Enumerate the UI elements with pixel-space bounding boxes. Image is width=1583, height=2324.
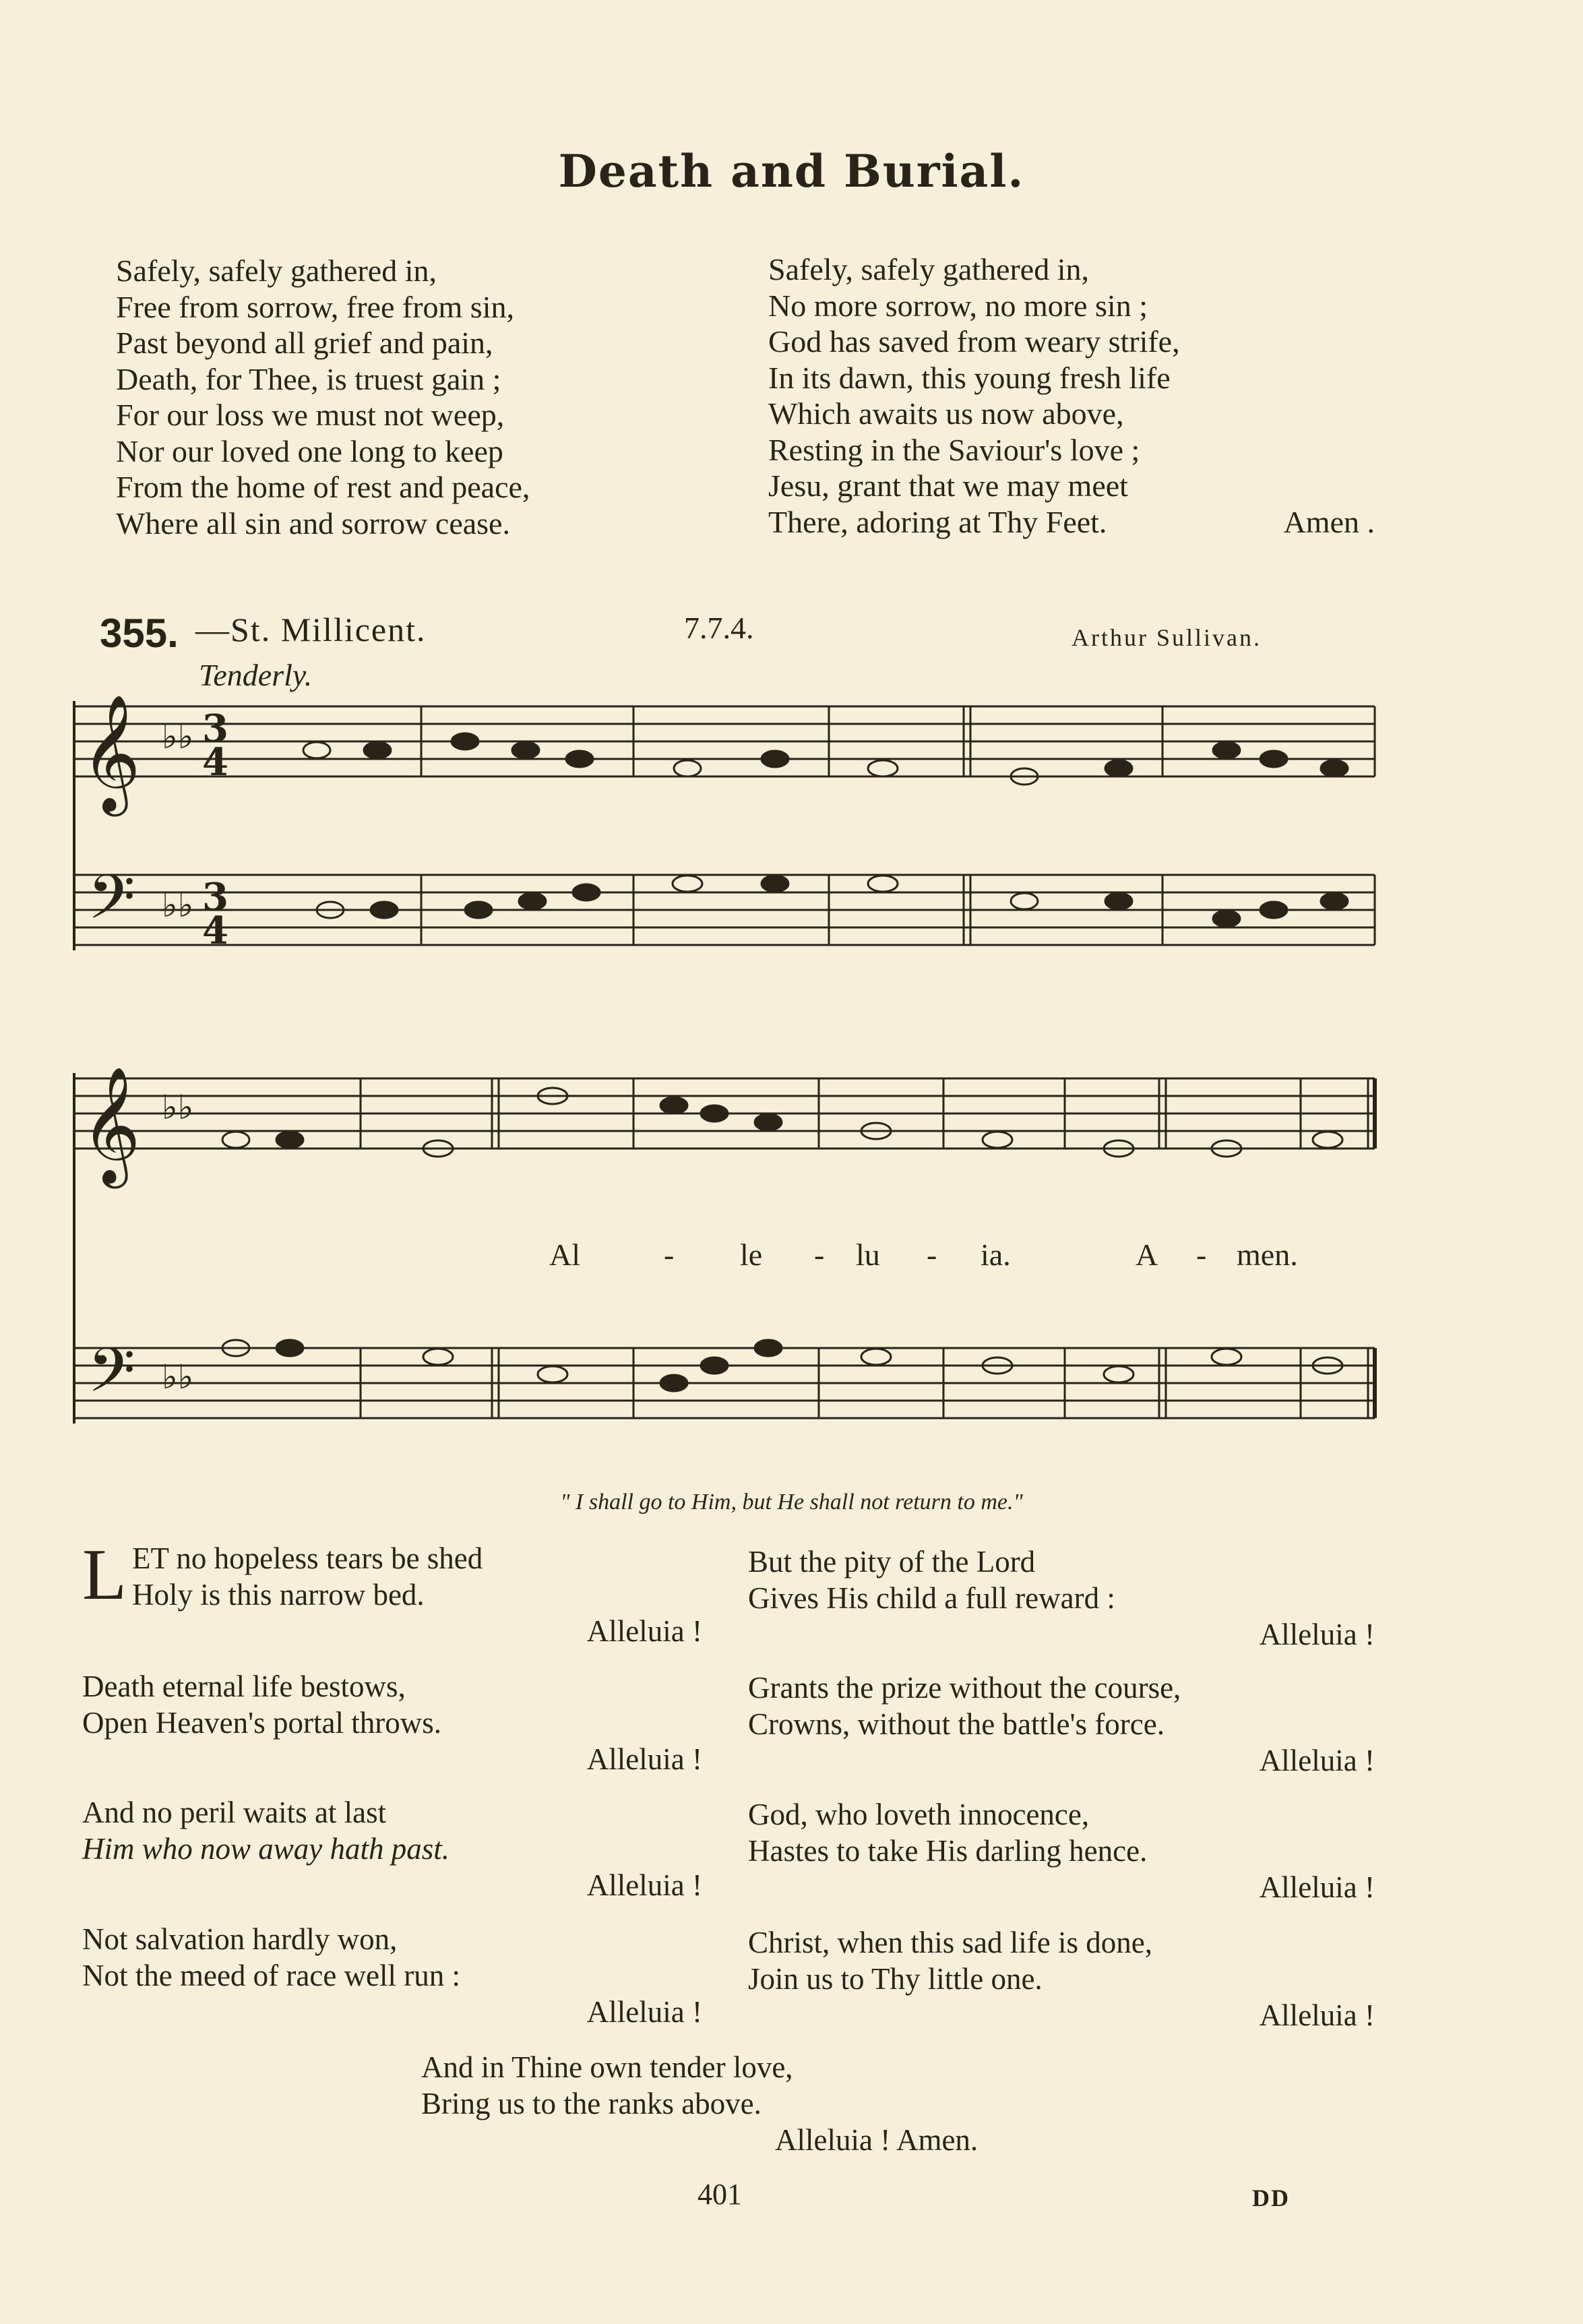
final-stanza: [421, 2049, 1061, 2158]
stanza: [748, 1670, 1375, 1779]
upper-verse-right: [768, 251, 1375, 540]
score-lyric: le: [740, 1237, 763, 1272]
verse-line: Jesu, grant that we may meet: [768, 468, 1128, 503]
verse-line: In its dawn, this young fresh life: [768, 360, 1171, 395]
svg-text:𝄞: 𝄞: [81, 1066, 141, 1184]
refrain: Alleluia !: [586, 1868, 702, 1902]
signature-mark: DD: [1252, 2184, 1290, 2211]
svg-text:3: 3: [202, 706, 228, 751]
verse-line: From the home of rest and peace,: [116, 470, 530, 504]
refrain: Alleluia !: [586, 1614, 702, 1648]
stanza-line: Gives His child a full reward :: [748, 1581, 1115, 1615]
upper-verse-left: [116, 253, 530, 541]
stanza-line: Bring us to the ranks above.: [421, 2087, 762, 2120]
verse-line: Safely, safely gathered in,: [768, 252, 1089, 286]
svg-text:𝄢: 𝄢: [88, 861, 135, 948]
hymn-number: 355.: [100, 611, 179, 656]
stanza-line: ET no hopeless tears be shed: [131, 1541, 483, 1575]
verse-line: Nor our loved one long to keep: [116, 433, 503, 468]
score-lyric: -: [927, 1237, 937, 1272]
stanza: [748, 1543, 1375, 1653]
composer-name: Arthur Sullivan.: [1072, 624, 1262, 651]
tempo-marking: Tenderly.: [199, 658, 313, 692]
score-lyric: men.: [1237, 1237, 1298, 1272]
svg-text:♭♭: ♭♭: [162, 1088, 194, 1127]
refrain: Alleluia !: [1259, 1870, 1375, 1904]
verse-last-line: There, adoring at Thy Feet.: [768, 504, 1107, 539]
svg-text:𝄞: 𝄞: [81, 694, 141, 812]
verse-line: Safely, safely gathered in,: [116, 253, 437, 288]
refrain: Alleluia !: [586, 1742, 702, 1776]
refrain: Alleluia ! Amen.: [775, 2123, 979, 2157]
drop-cap: L: [82, 1535, 127, 1615]
score-system-2-graphic: [67, 1038, 1382, 1456]
stanza-line: Hastes to take His darling hence.: [748, 1834, 1148, 1868]
score-lyric: -: [814, 1237, 825, 1272]
epigraph: " I shall go to Him, but He shall not return to me.": [560, 1490, 1023, 1515]
verse-line: Free from sorrow, free from sin,: [116, 289, 514, 324]
refrain: Alleluia !: [1259, 1998, 1375, 2032]
stanza-line: Open Heaven's portal throws.: [82, 1706, 441, 1740]
stanza-line: Not salvation hardly won,: [82, 1922, 398, 1956]
verse-line: No more sorrow, no more sin ;: [768, 288, 1148, 323]
amen-text: Amen .: [1283, 504, 1375, 539]
svg-text:♭♭: ♭♭: [162, 1357, 194, 1397]
verse-line: Resting in the Saviour's love ;: [768, 432, 1140, 467]
stanza-line: Death eternal life bestows,: [82, 1670, 406, 1703]
refrain: Alleluia !: [1259, 1618, 1375, 1651]
score-lyric: A: [1136, 1237, 1158, 1272]
verse-line: For our loss we must not weep,: [116, 398, 505, 432]
score-lyric: -: [664, 1237, 675, 1272]
stanza-line: Crowns, without the battle's force.: [748, 1707, 1165, 1741]
stanza: [748, 1924, 1375, 2034]
stanza: [82, 1668, 702, 1777]
stanza: [748, 1796, 1375, 1905]
stanza: [82, 1794, 702, 1903]
score-system-1-graphic: [67, 674, 1382, 1011]
stanza-line: Holy is this narrow bed.: [131, 1578, 425, 1612]
verse-line: Death, for Thee, is truest gain ;: [116, 361, 501, 396]
stanza-line: Christ, when this sad life is done,: [748, 1926, 1152, 1959]
stanza-line: Join us to Thy little one.: [748, 1962, 1043, 1996]
score-lyric: Al: [549, 1237, 580, 1272]
running-title: Death and Burial.: [558, 145, 1025, 197]
svg-text:𝄢: 𝄢: [88, 1335, 135, 1421]
stanza: [82, 1921, 702, 2030]
score-lyric: ia.: [981, 1237, 1011, 1272]
stanza-line: God, who loveth innocence,: [748, 1798, 1090, 1831]
refrain: Alleluia !: [586, 1995, 702, 2029]
stanza-line: And in Thine own tender love,: [421, 2050, 793, 2084]
svg-text:4: 4: [202, 909, 228, 953]
stanza-line: Him who now away hath past.: [82, 1832, 450, 1866]
score-system-1: [67, 674, 1382, 1011]
verse-line: Past beyond all grief and pain,: [116, 326, 493, 360]
stanza-line: Not the meed of race well run :: [82, 1959, 461, 1992]
page-number: 401: [697, 2178, 742, 2211]
hymn-meter: 7.7.4.: [684, 611, 754, 645]
svg-text:♭♭: ♭♭: [162, 886, 194, 925]
verse-line: Where all sin and sorrow cease.: [116, 506, 510, 541]
score-system-2: [67, 1038, 1382, 1456]
tune-name: —St. Millicent.: [195, 611, 427, 648]
stanza-line: And no peril waits at last: [82, 1796, 387, 1829]
verse-line: Which awaits us now above,: [768, 396, 1124, 431]
stanza-line: But the pity of the Lord: [748, 1545, 1036, 1579]
verse-line: [768, 504, 1375, 541]
svg-text:4: 4: [202, 740, 228, 785]
score-lyric: -: [1196, 1237, 1207, 1272]
stanza: [82, 1535, 702, 1649]
verse-line: God has saved from weary strife,: [768, 324, 1180, 359]
svg-text:♭♭: ♭♭: [162, 717, 194, 756]
svg-text:3: 3: [202, 875, 228, 919]
refrain: Alleluia !: [1259, 1744, 1375, 1777]
score-lyric: lu: [856, 1237, 880, 1272]
stanza-line: Grants the prize without the course,: [748, 1671, 1181, 1705]
